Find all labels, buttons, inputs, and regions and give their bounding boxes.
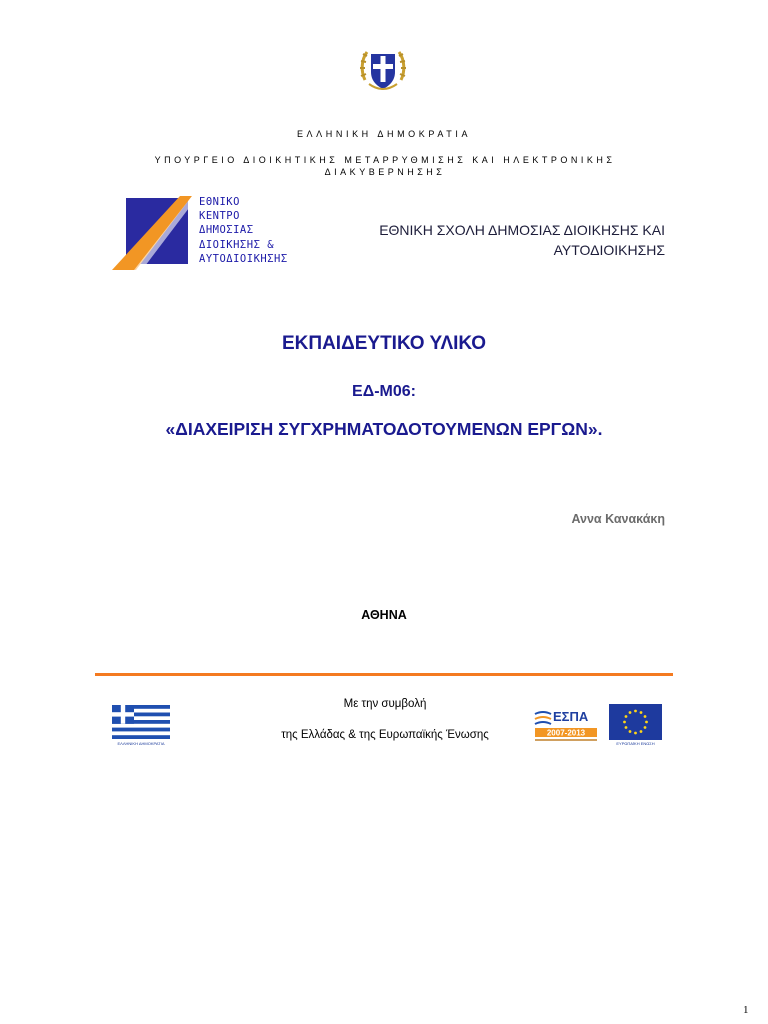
eu-star-icon [634,710,637,713]
ministry-header: ΥΠΟΥΡΓΕΙΟ ΔΙΟΙΚΗΤΙΚΗΣ ΜΕΤΑΡΡΥΘΜΙΣΗΣ ΚΑΙ ΗΛΕΚΤΡΟΝΙΚΗΣ ΔΙΑΚΥΒΕΡΝΗΣΗΣ [154,155,616,177]
eu-star-icon [644,715,647,718]
ekdd-line: ΑΥΤΟΔΙΟΙΚΗΣΗΣ [199,252,288,265]
document-title: ΕΚΠΑΙΔΕΥΤΙΚΟ ΥΛΙΚΟ [281,333,487,354]
eu-star-icon [645,721,648,724]
eu-star-icon [629,730,632,733]
flag-caption: ΕΛΛΗΝΙΚΗ ΔΗΜΟΚΡΑΤΙΑ [117,741,165,746]
footer-divider [95,673,673,676]
eu-star-icon [625,715,628,718]
ekdd-logo-text [199,195,288,266]
author-name: Αννα Κανακάκη [571,512,665,526]
eu-flag-icon [609,704,662,740]
contribution-line-1: Με την συμβολή [343,698,427,710]
greek-flag-icon [112,705,170,739]
ekdd-line: ΚΕΝΤΡΟ [199,210,240,223]
page-number: 1 [743,1004,749,1016]
eu-star-icon [634,732,637,735]
eu-star-icon [625,726,628,729]
course-code: ΕΔ-Μ06: [352,383,416,400]
eu-star-icon [629,711,632,714]
eu-star-icon [640,711,643,714]
ekdd-line: ΕΘΝΙΚΟ [199,196,240,208]
eu-caption: ΕΥΡΩΠΑΪΚΗ ΕΝΩΣΗ [616,741,655,746]
school-line-2: ΑΥΤΟΔΙΟΙΚΗΣΗΣ [553,242,665,258]
eu-star-icon [640,730,643,733]
school-line-1: ΕΘΝΙΚΗ ΣΧΟΛΗ ΔΗΜΟΣΙΑΣ ΔΙΟΙΚΗΣΗΣ ΚΑΙ [379,222,665,238]
eu-star-icon [644,726,647,729]
city-name: ΑΘΗΝΑ [361,608,407,622]
ekdd-line: ΔΙΟΙΚΗΣΗΣ & [199,238,275,251]
ekdd-logo-icon [112,194,192,272]
school-name [330,220,665,260]
contribution-line-2: της Ελλάδας & της Ευρωπαϊκής Ένωσης [281,729,489,741]
espa-years: 2007-2013 [546,728,586,738]
republic-header: ΕΛΛΗΝΙΚΗ ΔΗΜΟΚΡΑΤΙΑ [296,129,472,139]
eu-star-icon [623,721,626,724]
course-subject: «ΔΙΑΧΕΙΡΙΣΗ ΣΥΓΧΡΗΜΑΤΟΔΟΤΟΥΜΕΝΩΝ ΕΡΓΩΝ». [165,419,603,439]
espa-label: ΕΣΠΑ [553,709,589,724]
espa-logo-icon [533,706,599,744]
greek-emblem-icon [359,44,407,96]
ekdd-line: ΔΗΜΟΣΙΑΣ [199,224,254,237]
